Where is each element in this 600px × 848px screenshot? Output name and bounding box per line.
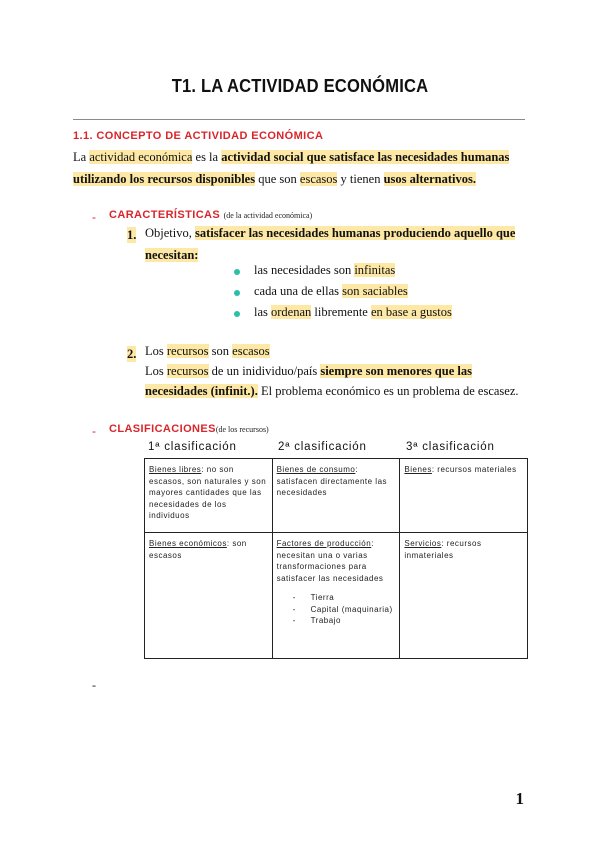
list-item: - Capital (maquinaria) [292, 604, 393, 614]
bullet-dot [234, 269, 240, 275]
bullet-item: las ordenan libremente en base a gustos [254, 305, 452, 319]
page-title: T1. LA ACTIVIDAD ECONÓMICA [171, 76, 429, 96]
caracteristicas-heading: CARACTERÍSTICAS (de la actividad económica) [109, 209, 313, 221]
bullet-item: cada una de ellas son saciables [254, 284, 408, 298]
title-divider [73, 119, 525, 120]
table-cell: Servicios: recursos inmateriales [400, 533, 528, 659]
table-row [145, 459, 528, 533]
bullet-item: las necesidades son infinitas [254, 263, 396, 277]
factores-list [277, 592, 396, 627]
list-item: - Tierra [292, 593, 335, 602]
item2-number: 2. [127, 347, 137, 361]
bullet-dot [234, 290, 240, 296]
clasificaciones-table [144, 458, 528, 659]
caracteristicas-dash: - [92, 210, 96, 224]
intro-paragraph: La actividad económica es la actividad social que satisface las necesidades humanas utilizando los recursos disponibles que son escasos y tienen usos alternativos. [73, 150, 510, 186]
column-header: 3ª clasificación [406, 441, 495, 453]
clasificaciones-dash: - [92, 424, 96, 438]
table-cell: Bienes: recursos materiales [400, 459, 528, 533]
column-header: 1ª clasificación [148, 441, 237, 453]
table-row [145, 533, 528, 659]
list-item: - Trabajo [292, 616, 341, 625]
trailing-dash: - [92, 678, 96, 692]
section-heading: 1.1. CONCEPTO DE ACTIVIDAD ECONÓMICA [73, 130, 324, 142]
item1-number: 1. [127, 228, 137, 242]
table-cell: Bienes libres: no son escasos, son naturales y son mayores cantidades que las necesidades de los individuos [145, 459, 273, 533]
item2-text: Los recursos son escasos Los recursos de un inidividuo/país siempre son menores que las necesidades (infinit.). El problema económico es un problema de escasez. [145, 344, 519, 398]
page-number: 1 [515, 789, 524, 808]
item1-text: Objetivo, satisfacer las necesidades humanas produciendo aquello que necesitan: [145, 226, 516, 262]
table-cell: Factores de producción: necesitan una o varias transformaciones para satisfacer las necesidades - Tierra - Capital (maquinaria) - Trabajo [272, 533, 400, 659]
table-cell: Bienes económicos: son escasos [145, 533, 273, 659]
bullet-dot [234, 311, 240, 317]
clasificaciones-heading: CLASIFICACIONES(de los recursos) [109, 423, 269, 435]
column-header: 2ª clasificación [278, 441, 367, 453]
table-cell: Bienes de consumo: satisfacen directamente las necesidades [272, 459, 400, 533]
